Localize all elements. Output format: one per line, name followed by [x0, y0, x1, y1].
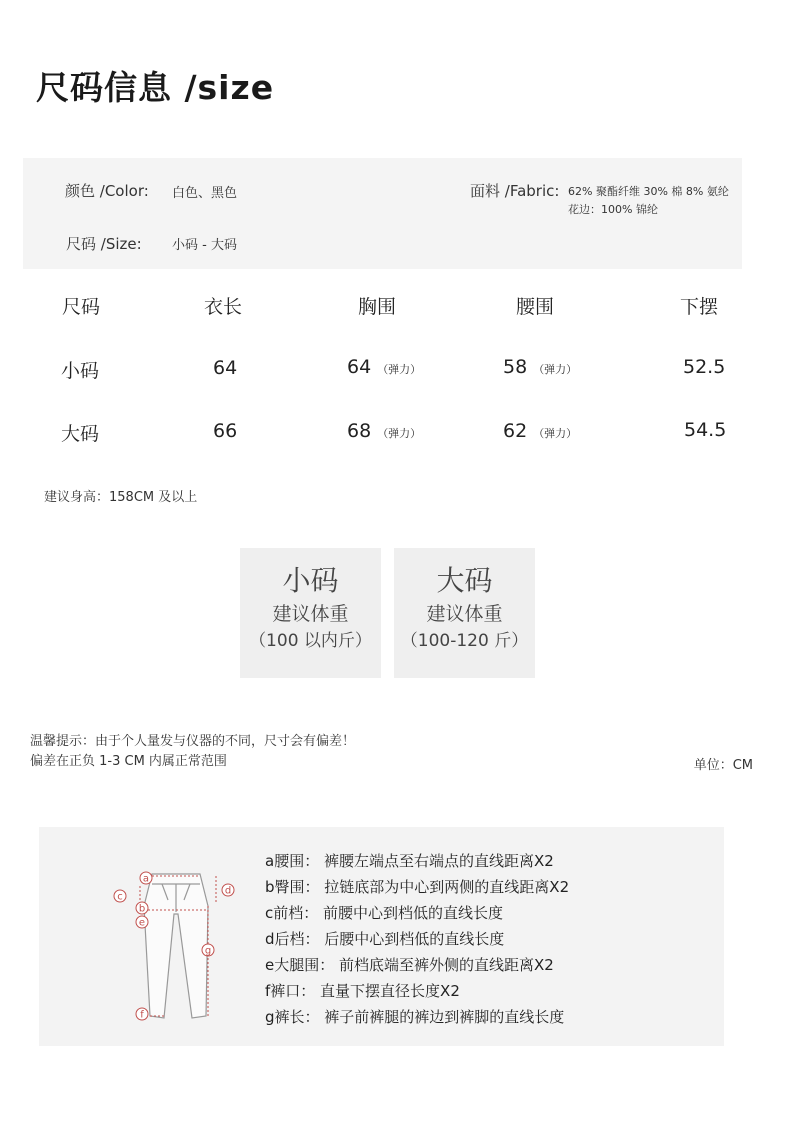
- header-waist: 腰围: [516, 296, 555, 318]
- row-large-waist: 62 （弹力）: [503, 420, 578, 442]
- size-range-value: 小码 - 大码: [172, 238, 237, 253]
- fabric-label: 面料 /Fabric:: [470, 182, 560, 200]
- row-large-hem: 54.5: [684, 419, 727, 441]
- marker-g-icon: [202, 944, 214, 957]
- row-small-waist: 58 （弹力）: [503, 356, 578, 378]
- size-table: [0, 282, 790, 452]
- header-size: 尺码: [62, 296, 101, 318]
- fabric-composition: 62% 聚酯纤维 30% 棉 8% 氨纶: [568, 185, 729, 198]
- row-large-length: 66: [213, 420, 238, 442]
- measure-thigh: e大腿围： 前档底端至裤外侧的直线距离X2: [265, 956, 554, 974]
- row-small-chest: 64 （弹力）: [347, 356, 422, 378]
- tip-line-2: 偏差在正负 1-3 CM 内属正常范围: [30, 754, 227, 769]
- svg-text:e: e: [138, 917, 146, 929]
- pants-diagram: [104, 866, 244, 1026]
- marker-a-icon: [140, 872, 152, 885]
- marker-d-icon: [222, 884, 234, 897]
- row-small-length: 64: [213, 357, 238, 379]
- marker-f-icon: [136, 1008, 148, 1021]
- weight-card-label: 建议体重: [426, 603, 503, 625]
- color-label: 颜色 /Color:: [65, 182, 149, 200]
- row-small-size: 小码: [61, 360, 100, 382]
- header-length: 衣长: [204, 296, 243, 318]
- weight-card-size: 小码: [282, 564, 339, 597]
- tip-line-1: 温馨提示：由于个人量发与仪器的不同，尺寸会有偏差！: [30, 734, 356, 749]
- weight-card-range: （100 以内斤）: [249, 631, 372, 651]
- svg-text:b: b: [138, 903, 146, 915]
- unit-label: 单位：CM: [693, 758, 753, 773]
- weight-card-range: （100-120 斤）: [400, 631, 529, 651]
- measurement-list: [265, 848, 569, 1030]
- lace-composition: 花边：100% 锦纶: [568, 203, 658, 216]
- marker-c-icon: [114, 890, 126, 903]
- weight-card-small: [240, 548, 381, 678]
- size-label: 尺码 /Size:: [66, 235, 142, 253]
- weight-card-large: [394, 548, 535, 678]
- row-large-size: 大码: [61, 423, 100, 445]
- row-small-hem: 52.5: [683, 356, 726, 378]
- measure-leg-opening: f裤口： 直量下摆直径长度X2: [265, 982, 460, 1000]
- page-title: 尺码信息 /size: [36, 68, 275, 107]
- marker-b-icon: [136, 902, 148, 915]
- marker-e-icon: [136, 916, 148, 929]
- weight-card-size: 大码: [436, 564, 493, 597]
- svg-text:f: f: [140, 1009, 144, 1021]
- header-hem: 下摆: [680, 296, 719, 318]
- measure-length: g裤长： 裤子前裤腿的裤边到裤脚的直线长度: [265, 1008, 565, 1026]
- row-large-chest: 68 （弹力）: [347, 420, 422, 442]
- measure-waist: a腰围： 裤腰左端点至右端点的直线距离X2: [265, 852, 554, 870]
- svg-text:c: c: [117, 891, 123, 903]
- svg-text:a: a: [142, 873, 150, 885]
- color-value: 白色、黑色: [172, 186, 238, 201]
- measure-back-rise: d后档： 后腰中心到档低的直线长度: [265, 930, 505, 948]
- svg-text:d: d: [224, 885, 232, 897]
- weight-card-label: 建议体重: [272, 603, 349, 625]
- svg-text:g: g: [204, 945, 212, 957]
- measure-hip: b臀围： 拉链底部为中心到两侧的直线距离X2: [265, 878, 570, 896]
- header-chest: 胸围: [358, 296, 397, 318]
- measure-front-rise: c前档： 前腰中心到档低的直线长度: [265, 904, 504, 922]
- height-recommendation: 建议身高：158CM 及以上: [44, 490, 198, 505]
